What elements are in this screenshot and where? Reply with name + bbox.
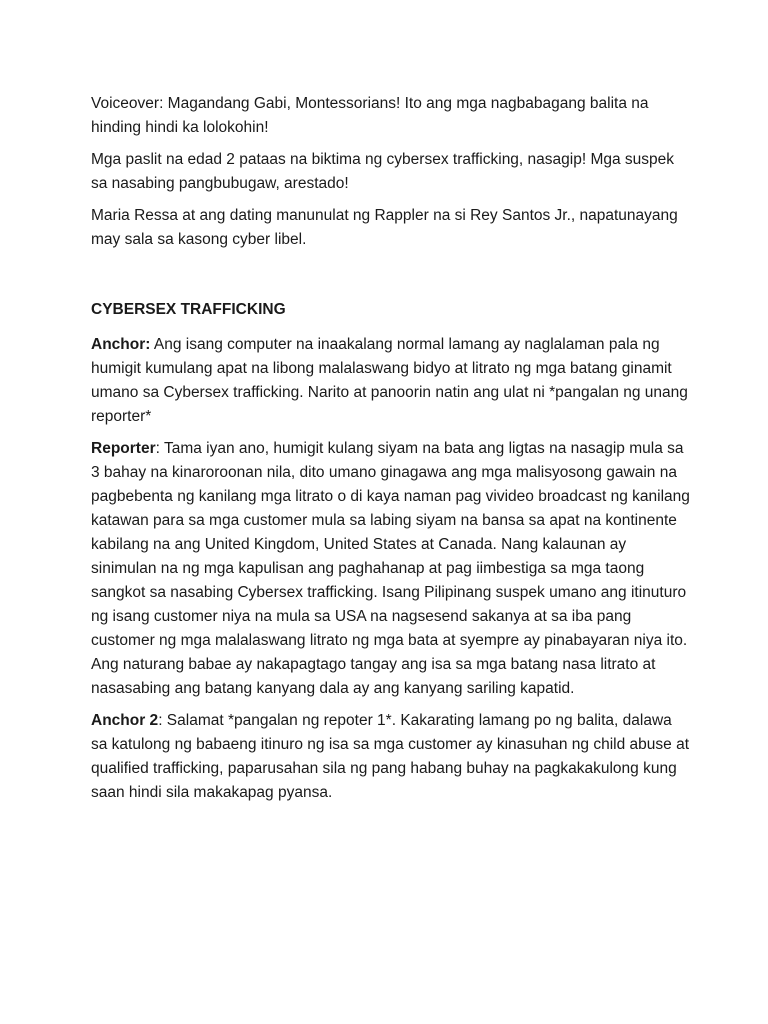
reporter-text: : Tama iyan ano, humigit kulang siyam na bata ang ligtas na nasagip mula sa 3 bahay na kinaroroonan nila, dito umano ginagawa ang mga malisyosong gawain na pagbebenta ng kanilang mga litrato o di kaya naman pag vivideo broadcast ng kanilang katawan para sa mga customer mula sa labing siyam na bansa sa apat na kontinente kabilang na ang United Kingdom, United States at Canada. Nang kalaunan ay sinimulan na ng mga kapulisan ang paghahanap at pag iimbestiga sa mga taong sangkot sa nasabing Cybersex trafficking. Isang Pilipinang suspek umano ang itinuturo ng isang customer niya na mula sa USA na nagsesend sakanya at sa iba pang customer ng mga malalaswang litrato ng mga bata at syempre ay pinabayaran niya ito. Ang naturang babae ay nakapagtago tangay ang isa sa mga batang nasa litrato at nasasabing ang batang kanyang dala ay ang kanyang sariling kapatid.	[91, 440, 690, 697]
anchor-speaker-label: Anchor:	[91, 336, 151, 353]
section-heading: CYBERSEX TRAFFICKING	[91, 301, 286, 318]
anchor-2-paragraph	[91, 709, 691, 805]
headline-paragraph-2: Maria Ressa at ang dating manunulat ng Rappler na si Rey Santos Jr., napatunayang may sala sa kasong cyber libel.	[91, 207, 678, 248]
headline-paragraph-1: Mga paslit na edad 2 pataas na biktima ng cybersex trafficking, nasagip! Mga suspek sa nasabing pangbubugaw, arestado!	[91, 151, 675, 192]
anchor-paragraph	[91, 333, 691, 429]
document-page	[91, 92, 691, 813]
anchor-text: Ang isang computer na inaakalang normal lamang ay naglalaman pala ng humigit kumulang apat na libong malalaswang bidyo at litrato ng mga batang ginamit umano sa Cybersex trafficking. Narito at panoorin natin ang ulat ni *pangalan ng unang reporter*	[91, 336, 688, 425]
anchor-2-text: : Salamat *pangalan ng repoter 1*. Kakarating lamang po ng balita, dalawa sa katulong ng babaeng itinuro ng isa sa mga customer ay kinasuhan ng child abuse at qualified trafficking, paparusahan sila ng pang habang buhay na pagkakakulong kung saan hindi sila makakapag pyansa.	[91, 712, 689, 801]
reporter-paragraph	[91, 437, 691, 701]
reporter-speaker-label: Reporter	[91, 440, 156, 457]
anchor-2-speaker-label: Anchor 2	[91, 712, 159, 729]
voiceover-paragraph: Voiceover: Magandang Gabi, Montessorians! Ito ang mga nagbabagang balita na hinding hindi ka lolokohin!	[91, 95, 649, 136]
